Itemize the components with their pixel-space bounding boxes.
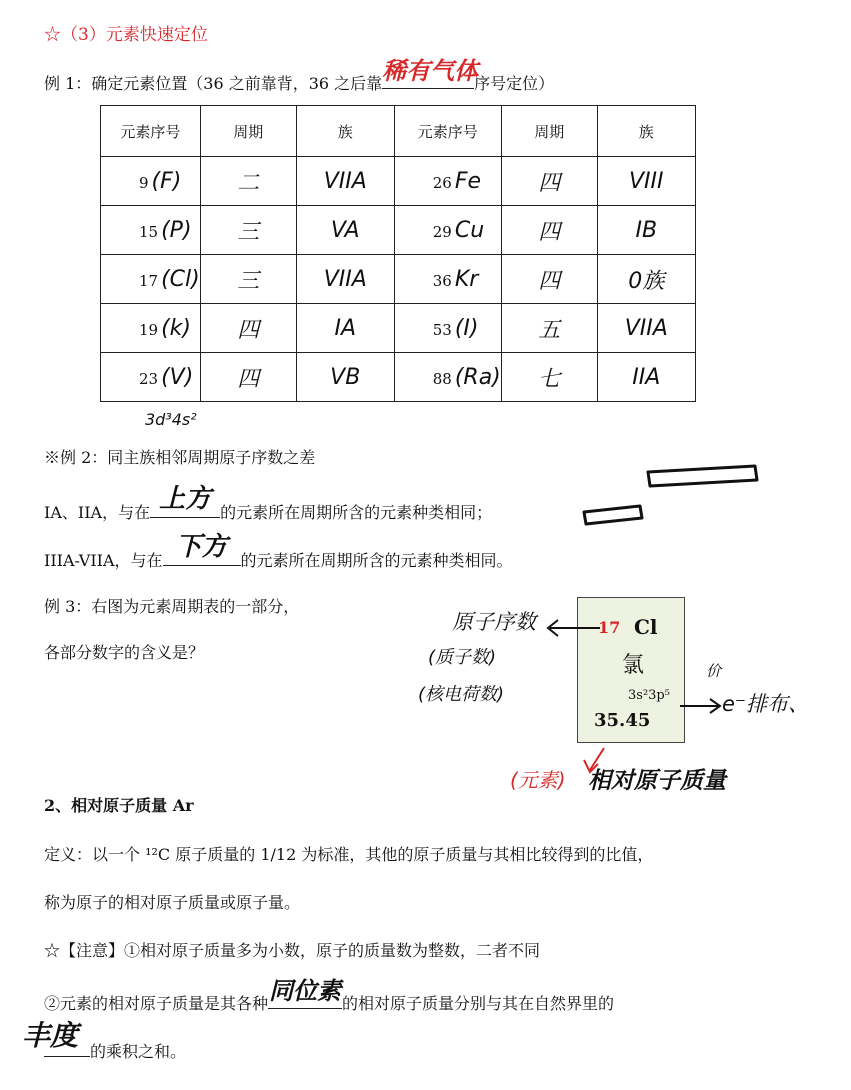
example-1-prefix: 例 1：确定元素位置（36 之前靠背，36 之后靠: [44, 74, 383, 93]
table-header-row: [101, 106, 696, 157]
atomic-number: 15: [139, 222, 159, 241]
group-cell: [597, 353, 695, 402]
atomic-number-cell: [394, 353, 501, 402]
group-value: 0族: [628, 268, 665, 294]
table-row: [101, 304, 696, 353]
atomic-number-cell: [394, 157, 501, 206]
period-value: 四: [237, 317, 260, 343]
group-cell: [296, 157, 394, 206]
note-line-1: ☆【注意】①相对原子质量多为小数，原子的质量数为整数，二者不同: [44, 941, 541, 960]
example-2-line-2-suffix: 的元素所在周期所含的元素种类相同。: [240, 551, 513, 570]
atomic-number: 19: [139, 320, 159, 339]
element-symbol-handwritten: (P): [161, 217, 192, 243]
period-cell: [200, 255, 296, 304]
period-cell: [200, 353, 296, 402]
example-2-line-1: [44, 484, 493, 523]
note-line-3-suffix: 的乘积之和。: [90, 1042, 187, 1061]
group-value: VIIA: [323, 168, 367, 194]
period-value: 三: [237, 268, 260, 294]
atomic-number: 26: [432, 173, 452, 192]
annotation-nuclear-charge: (核电荷数): [418, 684, 505, 705]
group-cell: [296, 206, 394, 255]
header-cell: 族: [597, 106, 695, 157]
group-value: IA: [334, 315, 356, 341]
example-2-blank-1: [150, 484, 220, 518]
annotation-element: (元素): [510, 768, 566, 792]
atomic-number: 53: [432, 320, 452, 339]
period-cell: [200, 157, 296, 206]
element-symbol-handwritten: (I): [454, 315, 479, 341]
period-value: 七: [538, 366, 561, 392]
atomic-number-cell: [394, 255, 501, 304]
atomic-number: 29: [432, 222, 452, 241]
group-cell: [296, 353, 394, 402]
header-cell: 元素序号: [394, 106, 501, 157]
example-2-line-1-prefix: IA、IIA，与在: [44, 503, 151, 522]
example-2-answer-2: 下方: [175, 532, 228, 562]
atomic-number: 88: [432, 369, 452, 388]
group-cell: [597, 157, 695, 206]
group-value: VB: [330, 364, 361, 390]
header-cell: 周期: [501, 106, 597, 157]
example-3-line-1: 例 3：右图为元素周期表的一部分，: [44, 597, 300, 616]
atomic-number-cell: [101, 206, 201, 255]
atomic-number-cell: [394, 304, 501, 353]
table-row: [101, 206, 696, 255]
element-position-table: [100, 105, 696, 402]
element-symbol-handwritten: Cu: [454, 217, 485, 243]
card-electron-config: 3s²3p⁵: [628, 688, 670, 703]
example-1-blank: [382, 57, 479, 89]
period-cell: [501, 304, 597, 353]
period-cell: [501, 206, 597, 255]
period-cell: [200, 304, 296, 353]
example-2-line-1-suffix: 的元素所在周期所含的元素种类相同；: [220, 503, 493, 522]
annotation-valence: 价: [706, 662, 722, 680]
note-answer-1: 同位素: [269, 977, 342, 1005]
period-value: 五: [538, 317, 561, 343]
group-value: VIII: [629, 168, 664, 194]
definition-line-1: 定义：以一个 ¹²C 原子质量的 1/12 为标准，其他的原子质量与其相比较得到的比值，: [44, 845, 654, 864]
note-line-2-prefix: ②元素的相对原子质量是其各种: [44, 994, 269, 1013]
example-2-answer-1: 上方: [159, 484, 212, 514]
group-cell: [597, 206, 695, 255]
header-cell: 元素序号: [101, 106, 201, 157]
note-line-3: [22, 1019, 187, 1062]
definition-line-2: 称为原子的相对原子质量或原子量。: [44, 893, 301, 912]
table-row: [101, 353, 696, 402]
annotation-atomic-number: 原子序数: [452, 610, 536, 634]
section-title: ☆（3）元素快速定位: [44, 25, 208, 45]
note-answer-2: 丰度: [22, 1019, 79, 1052]
group-value: IB: [635, 217, 658, 243]
period-value: 三: [237, 219, 260, 245]
section-2-title: 2、相对原子质量 Ar: [44, 796, 194, 815]
example-3-line-2: 各部分数字的含义是？: [44, 643, 205, 662]
example-1-line: [44, 57, 555, 94]
element-symbol-handwritten: Kr: [454, 266, 479, 292]
note-blank-2: [22, 1019, 90, 1057]
atomic-number-cell: [101, 304, 201, 353]
period-cell: [501, 157, 597, 206]
example-2-line-2: [44, 532, 513, 571]
table-footnote: 3d³4s²: [145, 410, 197, 429]
example-1-suffix: 序号定位）: [474, 74, 555, 93]
element-symbol-handwritten: (k): [161, 315, 191, 341]
annotation-electron-arrangement: e⁻排布、: [722, 692, 810, 716]
table-row: [101, 157, 696, 206]
note-blank-1: [268, 977, 342, 1009]
header-cell: 族: [296, 106, 394, 157]
element-symbol-handwritten: (Cl): [161, 266, 200, 292]
period-cell: [501, 255, 597, 304]
example-1-answer: 稀有气体: [382, 57, 479, 85]
example-2-title: ※例 2：同主族相邻周期原子序数之差: [44, 448, 316, 467]
atomic-number-cell: [394, 206, 501, 255]
card-atomic-mass: 35.45: [594, 710, 651, 731]
atomic-number: 23: [139, 369, 159, 388]
group-value: IIA: [632, 364, 661, 390]
group-cell: [296, 304, 394, 353]
card-symbol: Cl: [634, 615, 658, 639]
example-2-blank-2: [163, 532, 241, 566]
group-cell: [597, 304, 695, 353]
atomic-number: 36: [432, 271, 452, 290]
element-symbol-handwritten: Fe: [454, 168, 482, 194]
group-value: VIIA: [323, 266, 367, 292]
period-cell: [501, 353, 597, 402]
table-row: [101, 255, 696, 304]
group-value: VIIA: [624, 315, 668, 341]
example-2-line-2-prefix: IIIA-VIIA，与在: [44, 551, 163, 570]
atomic-number: 17: [139, 271, 159, 290]
header-cell: 周期: [200, 106, 296, 157]
element-symbol-handwritten: (F): [151, 168, 182, 194]
atomic-number-cell: [101, 255, 201, 304]
sketch-rectangles: [580, 460, 770, 535]
period-value: 四: [538, 268, 561, 294]
period-value: 四: [237, 366, 260, 392]
period-cell: [200, 206, 296, 255]
card-atomic-number: 17: [598, 618, 621, 637]
note-line-2-suffix: 的相对原子质量分别与其在自然界里的: [342, 994, 615, 1013]
element-symbol-handwritten: (Ra): [454, 364, 501, 390]
card-element-name: 氯: [622, 653, 645, 678]
period-value: 二: [237, 170, 260, 196]
atomic-number: 9: [139, 173, 149, 192]
atomic-number-cell: [101, 353, 201, 402]
element-symbol-handwritten: (V): [161, 364, 194, 390]
group-value: VA: [330, 217, 360, 243]
atomic-number-cell: [101, 157, 201, 206]
period-value: 四: [538, 219, 561, 245]
group-cell: [597, 255, 695, 304]
period-value: 四: [538, 170, 561, 196]
note-line-2: [44, 977, 615, 1014]
group-cell: [296, 255, 394, 304]
annotation-proton-count: (质子数): [428, 647, 497, 668]
annotation-relative-atomic-mass: 相对原子质量: [588, 768, 726, 794]
